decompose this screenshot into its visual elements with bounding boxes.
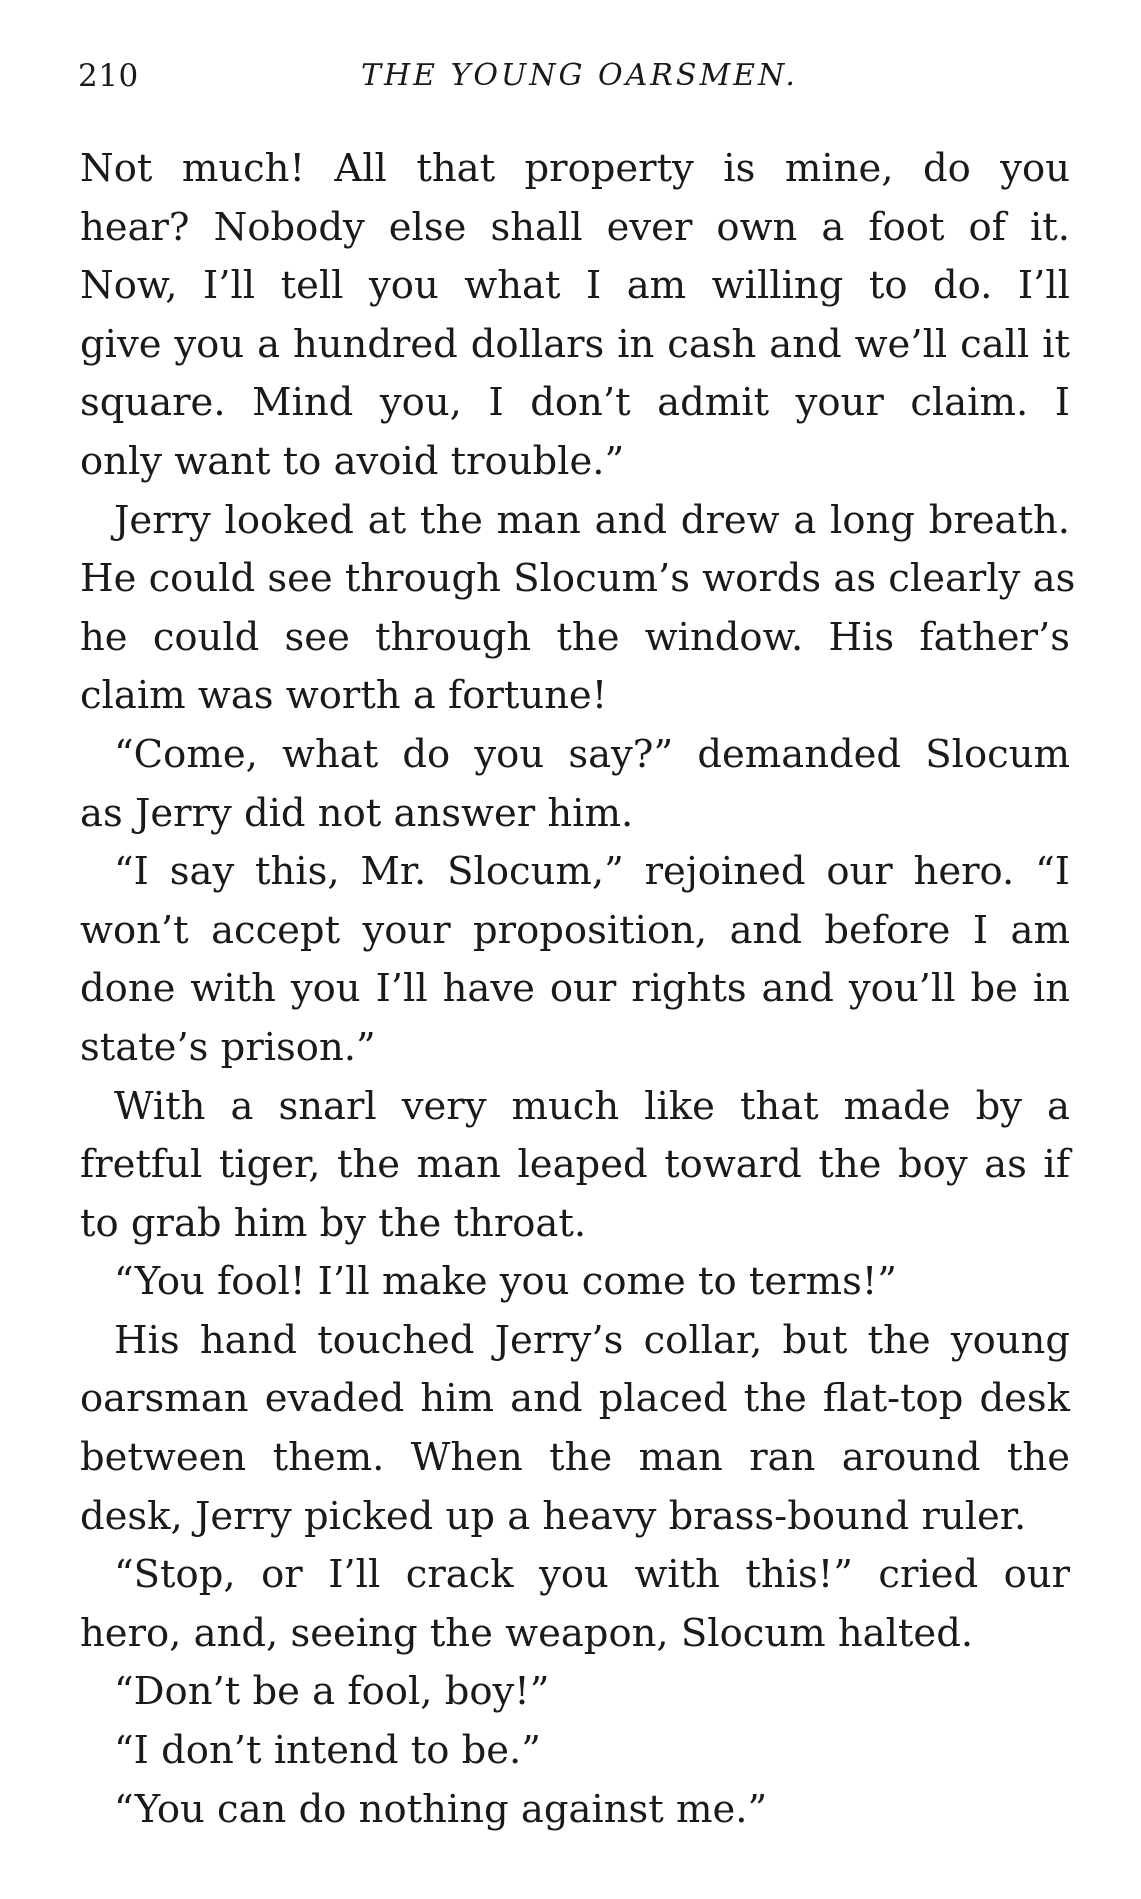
- text-line: give you a hundred dollars in cash and we’ll call it: [80, 321, 1070, 367]
- text-line: as Jerry did not answer him.: [80, 790, 634, 836]
- text-line: won’t accept your proposition, and before I am: [80, 907, 1070, 953]
- text-line: claim was worth a fortune!: [80, 673, 608, 719]
- text-line: Now, I’ll tell you what I am willing to do. I’ll: [80, 263, 1070, 309]
- text-line: “Come, what do you say?” demanded Slocum: [114, 731, 1070, 777]
- text-line: to grab him by the throat.: [80, 1200, 587, 1246]
- text-line: “You can do nothing against me.”: [114, 1786, 768, 1832]
- text-line: done with you I’ll have our rights and you’ll be in: [80, 966, 1070, 1012]
- text-line: “You fool! I’ll make you come to terms!”: [114, 1259, 897, 1305]
- text-line: he could see through the window. His father’s: [80, 614, 1070, 660]
- text-line: Not much! All that property is mine, do you: [80, 146, 1070, 191]
- text-line: fretful tiger, the man leaped toward the boy as if: [80, 1142, 1070, 1188]
- text-line: He could see through Slocum’s words as clearly as: [80, 556, 1076, 602]
- text-line: only want to avoid trouble.”: [80, 438, 625, 484]
- text-line: square. Mind you, I don’t admit your claim. I: [80, 380, 1070, 426]
- page-number: 210: [78, 58, 139, 94]
- text-line: “I say this, Mr. Slocum,” rejoined our hero. “I: [114, 849, 1070, 895]
- text-line: hear? Nobody else shall ever own a foot of it.: [80, 204, 1070, 250]
- text-line: between them. When the man ran around the: [80, 1435, 1070, 1481]
- running-head: [78, 58, 1078, 108]
- text-line: oarsman evaded him and placed the flat-top desk: [80, 1376, 1070, 1422]
- text-line: “I don’t intend to be.”: [114, 1728, 541, 1774]
- text-line: Jerry looked at the man and drew a long breath.: [114, 497, 1070, 543]
- text-line: hero, and, seeing the weapon, Slocum halted.: [80, 1610, 974, 1656]
- running-title: THE YOUNG OARSMEN.: [361, 58, 798, 93]
- text-line: His hand touched Jerry’s collar, but the young: [114, 1317, 1070, 1363]
- text-line: state’s prison.”: [80, 1024, 376, 1070]
- text-line: With a snarl very much like that made by a: [114, 1083, 1070, 1129]
- text-line: “Don’t be a fool, boy!”: [114, 1669, 550, 1715]
- text-line: desk, Jerry picked up a heavy brass-bound ruler.: [80, 1493, 1027, 1539]
- text-line: “Stop, or I’ll crack you with this!” cried our: [114, 1552, 1070, 1598]
- body-text: [80, 140, 1076, 1839]
